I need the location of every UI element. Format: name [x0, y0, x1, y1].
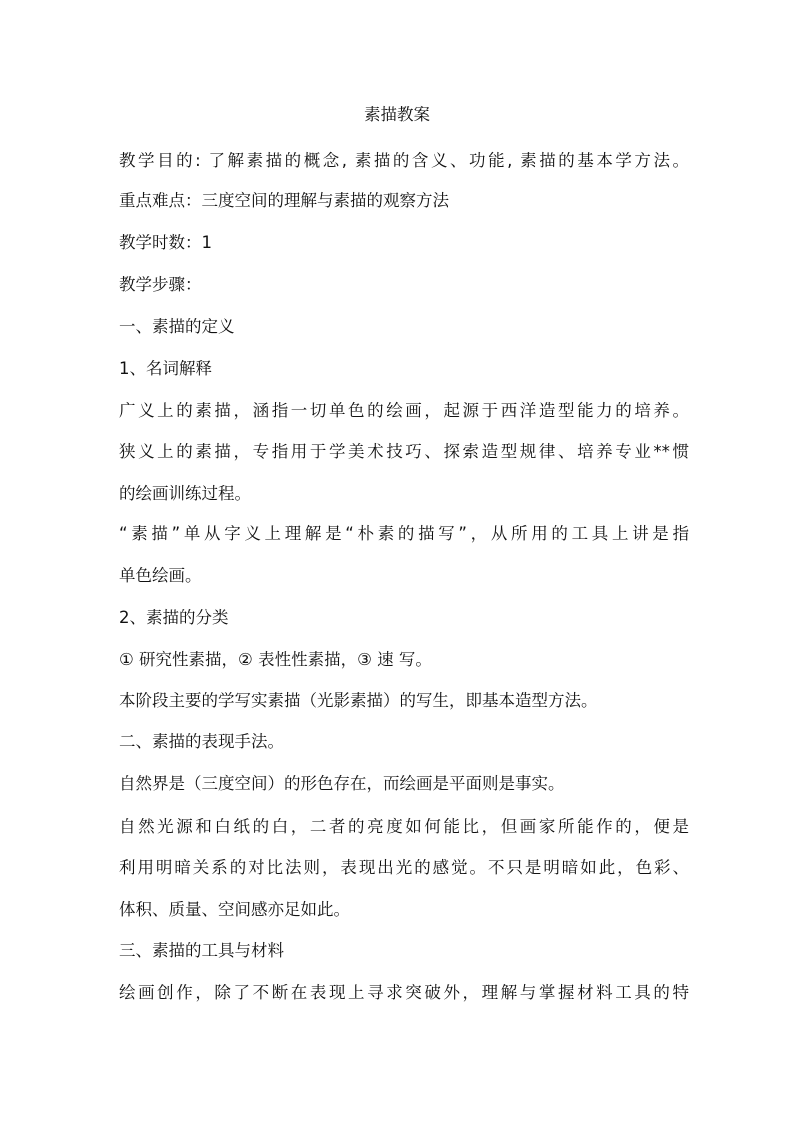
paragraph-line: 体积、质量、空间感亦足如此。 [119, 900, 350, 919]
section-three-heading: 三、素描的工具与材料 [119, 941, 284, 960]
paragraph-line: 的绘画训练过程。 [119, 484, 251, 503]
paragraph-line: 本阶段主要的学写实素描（光影素描）的写生，即基本造型方法。 [119, 691, 598, 710]
document-title: 素描教案 [364, 105, 430, 124]
paragraph-line: 单色绘画。 [119, 566, 202, 585]
classification-list-line: ① 研究性素描，② 表性性素描，③ 速 写。 [119, 650, 432, 669]
paragraph-line: 自然光源和白纸的白，二者的亮度如何能比，但画家所能作的，便是 [119, 817, 689, 836]
paragraph-line: 自然界是（三度空间）的形色存在，而绘画是平面则是事实。 [119, 774, 565, 793]
key-difficulty-line: 重点难点：三度空间的理解与素描的观察方法 [119, 191, 449, 210]
teaching-hours-line: 教学时数：1 [119, 233, 212, 252]
paragraph-line: “素描”单从字义上理解是“朴素的描写”，从所用的工具上讲是指 [119, 524, 689, 543]
paragraph-line: 绘画创作，除了不断在表现上寻求突破外，理解与掌握材料工具的特 [119, 983, 689, 1002]
section-one-heading: 一、素描的定义 [119, 317, 235, 336]
paragraph-line: 广义上的素描，涵指一切单色的绘画，起源于西洋造型能力的培养。 [119, 401, 689, 420]
subsection-1-heading: 1、名词解释 [119, 359, 212, 378]
section-two-heading: 二、素描的表现手法。 [119, 732, 284, 751]
paragraph-line: 狭义上的素描，专指用于学美术技巧、探索造型规律、培养专业**惯 [119, 442, 689, 461]
objective-line: 教学目的: 了解素描的概念, 素描的含义、功能, 素描的基本学方法。 [119, 151, 689, 170]
subsection-2-heading: 2、素描的分类 [119, 608, 229, 627]
teaching-steps-line: 教学步骤： [119, 275, 202, 294]
paragraph-line: 利用明暗关系的对比法则，表现出光的感觉。不只是明暗如此，色彩、 [119, 858, 689, 877]
